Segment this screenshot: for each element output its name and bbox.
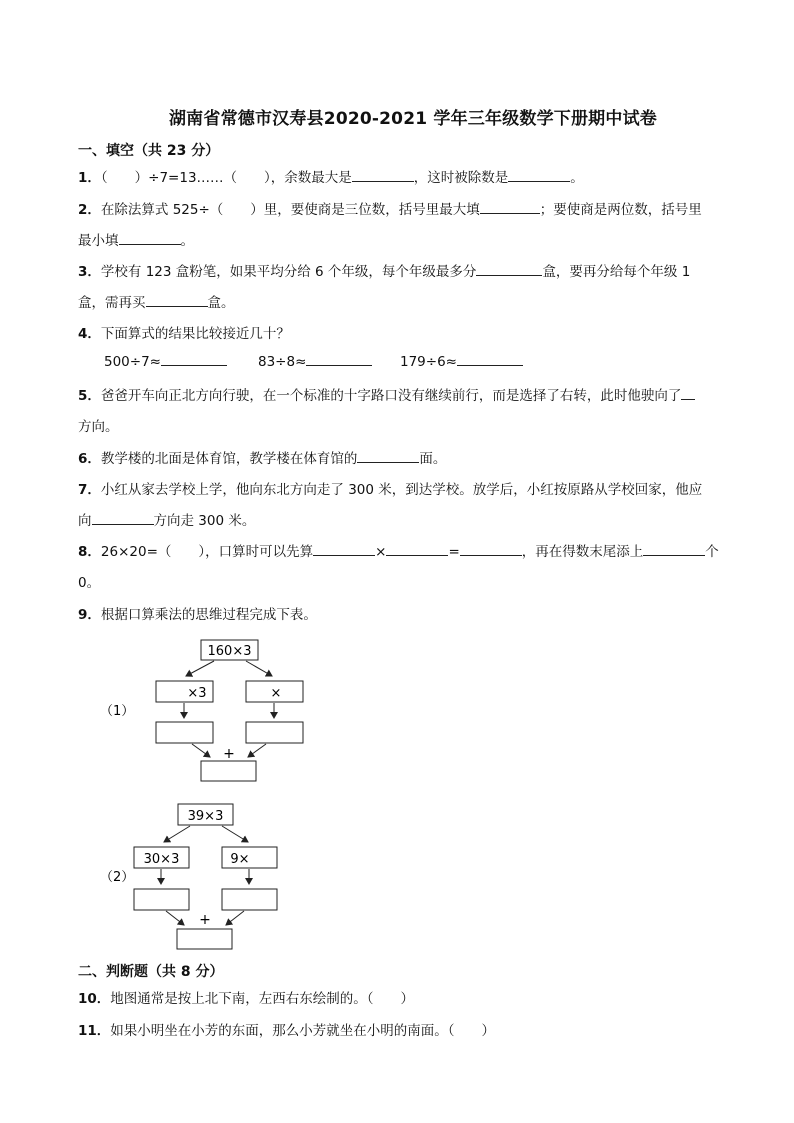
- equals-sign: =: [448, 544, 460, 560]
- right-result-box[interactable]: [246, 722, 303, 743]
- question-text: 盒。: [207, 295, 235, 311]
- question-text: 爸爸开车向正北方向行驶，在一个标准的十字路口没有继续前行，而是选择了右转，此时他驶向了: [100, 388, 682, 404]
- expression: 83÷8≈: [258, 354, 307, 370]
- question-text: 学校有 123 盒粉笔，如果平均分给 6 个年级，每个年级最多分: [100, 264, 477, 280]
- left-expression: ×3: [187, 686, 207, 701]
- question-number: 3．: [78, 264, 101, 280]
- left-result-box[interactable]: [156, 722, 213, 743]
- expression: 500÷7≈: [104, 354, 161, 370]
- top-expression: 39×3: [187, 809, 224, 824]
- sum-box[interactable]: [201, 761, 256, 781]
- right-expression: 9×: [230, 852, 250, 867]
- sum-box[interactable]: [177, 929, 232, 949]
- left-result-box[interactable]: [134, 889, 189, 910]
- plus-sign: +: [199, 912, 211, 928]
- question-text: 方向走 300 米。: [153, 513, 256, 529]
- diagram-2: [100, 804, 277, 949]
- arrow: [226, 911, 244, 925]
- arrow: [164, 826, 190, 842]
- diagram-1: [100, 640, 303, 781]
- question-10: [78, 987, 414, 1007]
- question-text: （ ）÷7=13……（ ），余数最大是: [100, 170, 352, 186]
- right-result-box[interactable]: [222, 889, 277, 910]
- question-number: 10．: [78, 991, 111, 1007]
- question-text: 教学楼的北面是体育馆，教学楼在体育馆的: [100, 451, 358, 467]
- right-expression: ×: [270, 686, 282, 701]
- section-judgement-heading: 二、判断题（共 8 分）: [78, 964, 224, 980]
- arrow: [186, 661, 214, 676]
- diagram-label: （2）: [100, 870, 135, 885]
- question-text: 盒，要再分给每个年级 1: [542, 264, 691, 280]
- left-expression: 30×3: [143, 852, 180, 867]
- question-text: 个: [705, 544, 719, 560]
- question-number: 11．: [78, 1023, 111, 1039]
- question-number: 1．: [78, 170, 101, 186]
- plus-sign: +: [223, 746, 235, 762]
- question-11: [78, 1019, 495, 1039]
- question-text: 下面算式的结果比较接近几十？: [100, 326, 290, 342]
- question-number: 9．: [78, 607, 101, 623]
- question-text: 。: [180, 233, 194, 249]
- question-text: 根据口算乘法的思维过程完成下表。: [100, 607, 317, 623]
- section-fill-in-heading: 一、填空（共 23 分）: [78, 143, 220, 159]
- exam-title: 湖南省常德市汉寿县2020-2021 学年三年级数学下册期中试卷: [168, 109, 657, 129]
- question-number: 7．: [78, 482, 101, 498]
- arrow: [192, 744, 210, 757]
- top-expression: 160×3: [207, 644, 252, 659]
- times-sign: ×: [375, 544, 387, 560]
- question-text: 面。: [419, 451, 447, 467]
- question-text: 如果小明坐在小芳的东面，那么小芳就坐在小明的南面。（ ）: [110, 1023, 496, 1039]
- question-text: 盒，需再买: [78, 295, 146, 311]
- question-text: 地图通常是按上北下南，左西右东绘制的。（ ）: [110, 991, 415, 1007]
- question-text: ，再在得数末尾添上: [521, 544, 644, 560]
- question-text: 在除法算式 525÷（ ）里，要使商是三位数，括号里最大填: [100, 202, 480, 218]
- question-text: ；要使商是两位数，括号里: [539, 202, 702, 218]
- question-number: 5．: [78, 388, 101, 404]
- question-text: 。: [570, 170, 584, 186]
- question-text: 方向。: [78, 419, 119, 435]
- question-text: 最小填: [78, 233, 119, 249]
- question-number: 8．: [78, 544, 101, 560]
- question-text: ，这时被除数是: [413, 170, 509, 186]
- question-number: 2．: [78, 202, 101, 218]
- question-text: 0。: [78, 575, 101, 591]
- question-text: 26×20=（ ），口算时可以先算: [100, 544, 314, 560]
- question-number: 6．: [78, 451, 101, 467]
- arrow: [222, 826, 248, 842]
- question-text: 小红从家去学校上学，他向东北方向走了 300 米，到达学校。放学后，小红按原路从学校回家，他应: [100, 482, 703, 498]
- arrow: [166, 911, 184, 925]
- arrow: [246, 661, 272, 676]
- arrow: [248, 744, 266, 757]
- expression: 179÷6≈: [400, 354, 457, 370]
- question-text: 向: [78, 513, 92, 529]
- question-number: 4．: [78, 326, 101, 342]
- diagram-label: （1）: [100, 704, 135, 719]
